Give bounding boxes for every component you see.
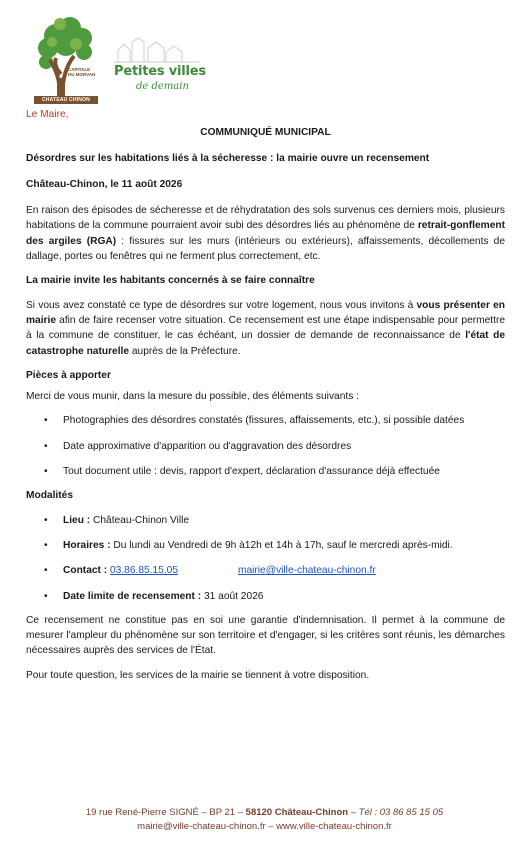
pvd-logo-title: Petites villes [114, 64, 206, 79]
list-item-lieu: • Lieu : Château-Chinon Ville [26, 513, 505, 528]
list-item: • Tout document utile : devis, rapport d'expert, déclaration d'assurance déjà effectuée [26, 464, 505, 479]
list-item-contact: • Contact : 03.86.85.15.05 mairie@ville-chateau-chinon.fr [26, 563, 505, 578]
pieces-list [26, 413, 505, 479]
list-item-horaires: • Horaires : Du lundi au Vendredi de 9h à12h et 14h à 17h, sauf le mercredi après-midi. [26, 538, 505, 553]
pieces-intro: Merci de vous munir, dans la mesure du possible, des éléments suivants : [26, 391, 359, 403]
footer-address-line: 19 rue René-Pierre SIGNÉ – BP 21 – 58120 Château-Chinon – Tél : 03 86 85 15 05 [85, 807, 444, 818]
modalites-list [26, 513, 505, 604]
list-item: • Photographies des désordres constatés (fissures, affaissements, etc.), si possible datées [26, 413, 505, 428]
bullet-icon: • [44, 466, 48, 478]
bullet-icon: • [44, 539, 48, 551]
bullet-icon: • [44, 590, 48, 602]
invite-heading: La mairie invite les habitants concernés à se faire connaître [26, 275, 315, 287]
dateline: Château-Chinon, le 11 août 2026 [26, 178, 183, 190]
chateau-chinon-tree-logo [26, 14, 104, 111]
page-title: COMMUNIQUÉ MUNICIPAL [200, 127, 331, 139]
main-heading: Désordres sur les habitations liés à la sécheresse : la mairie ouvre un recensement [26, 152, 430, 164]
pieces-heading: Pièces à apporter [26, 369, 111, 381]
closing-contact-paragraph: Pour toute question, les services de la mairie se tiennent à votre disposition. [26, 669, 370, 681]
bullet-icon: • [44, 565, 48, 577]
email-link[interactable]: mairie@ville-chateau-chinon.fr [237, 565, 376, 577]
list-item-date-limite: • Date limite de recensement : 31 août 2026 [26, 589, 505, 604]
bullet-icon: • [44, 514, 48, 526]
maire-label: Le Maire, [26, 109, 69, 120]
tree-logo-band: CHATEAU CHINON VILLE [34, 96, 98, 104]
communique-body [26, 107, 505, 683]
bullet-icon: • [44, 415, 48, 427]
tree-logo-text: CAPITALE DU MORVAN [68, 67, 96, 77]
list-item: • Date approximative d'apparition ou d'aggravation des désordres [26, 439, 505, 454]
header-logos [26, 14, 226, 110]
phone-link[interactable]: 03.86.85.15.05 [110, 565, 178, 577]
petites-villes-de-demain-logo [114, 36, 206, 92]
intro-paragraph: En raison des épisodes de sécheresse et de réhydratation des sols survenus ces derniers mois, plusieurs habitations de la commune pourraient avoir subi des désordres liés au phénomène de retrait-gonflement des argiles (RGA) : fissures sur les murs (intérieurs ou extérieurs), affaissements, décollements de dallage, portes ou fenêtres qui ne ferment plus correctement, etc. [26, 205, 505, 263]
bullet-icon: • [44, 440, 48, 452]
modalites-heading: Modalités [26, 490, 73, 502]
invite-paragraph: Si vous avez constaté ce type de désordres sur votre logement, nous vous invitons à vous présenter en mairie afin de faire recenser votre situation. Ce recensement est une étape indispensable pour permettre à la commune de constituer, le cas échéant, un dossier de demande de reconnaissance de l'état de catastrophe naturelle auprès de la Préfecture. [26, 299, 505, 357]
closing-paragraph: Ce recensement ne constitue pas en soi une garantie d'indemnisation. Il permet à la commune de mesurer l'ampleur du phénomène sur son territoire et d'engager, si les critères sont réunis, les démarches nécessaires auprès des services de l'État. [26, 614, 505, 657]
pvd-logo-subtitle: de demain [136, 81, 189, 92]
footer-web-line: mairie@ville-chateau-chinon.fr – www.ville-chateau-chinon.fr [137, 821, 392, 832]
page-footer [0, 806, 529, 834]
